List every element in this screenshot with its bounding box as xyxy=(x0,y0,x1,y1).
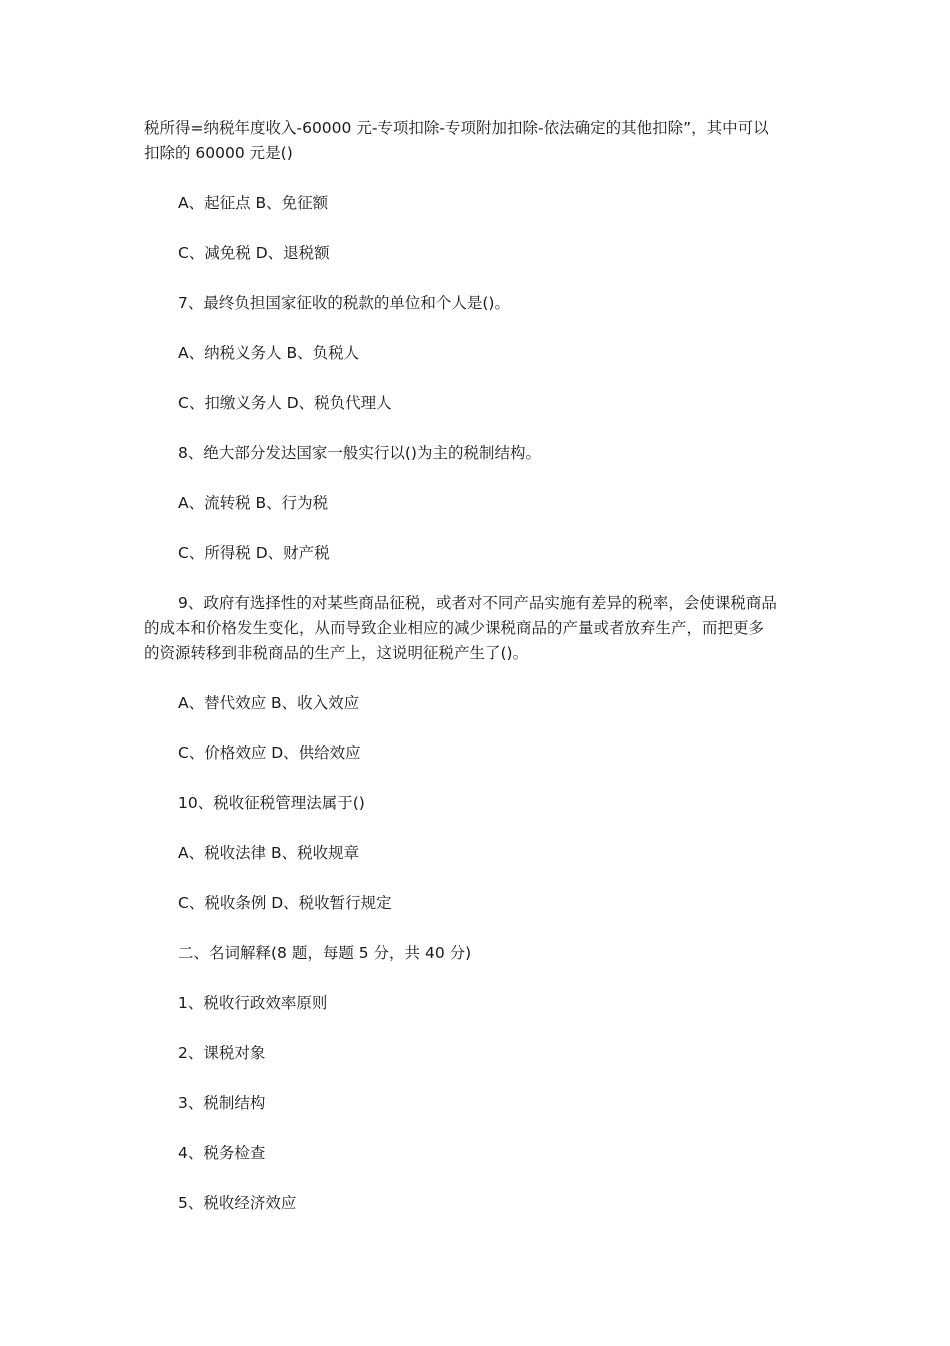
term-item: 3、税制结构 xyxy=(178,1094,266,1112)
q10-options-ab: A、税收法律 B、税收规章 xyxy=(178,844,360,862)
term-item: 1、税收行政效率原则 xyxy=(178,994,328,1012)
q7-question: 7、最终负担国家征收的税款的单位和个人是()。 xyxy=(178,294,510,312)
q8-question: 8、绝大部分发达国家一般实行以()为主的税制结构。 xyxy=(178,444,541,462)
q9-question-line2: 的成本和价格发生变化，从而导致企业相应的减少课税商品的产量或者放弃生产，而把更多 xyxy=(144,619,765,637)
term-item: 4、税务检查 xyxy=(178,1144,266,1162)
section2-heading: 二、名词解释(8 题，每题 5 分，共 40 分) xyxy=(178,944,472,962)
q6-options-cd: C、减免税 D、退税额 xyxy=(178,244,330,262)
q6-continuation-line1: 税所得=纳税年度收入-60000 元-专项扣除-专项附加扣除-依法确定的其他扣除”，其中可以 xyxy=(144,119,769,137)
q6-continuation-line2: 扣除的 60000 元是() xyxy=(144,144,293,162)
q9-question-line3: 的资源转移到非税商品的生产上，这说明征税产生了()。 xyxy=(144,644,529,662)
q9-question-line1: 9、政府有选择性的对某些商品征税，或者对不同产品实施有差异的税率，会使课税商品 xyxy=(178,594,777,612)
q9-options-cd: C、价格效应 D、供给效应 xyxy=(178,744,361,762)
term-item: 2、课税对象 xyxy=(178,1044,266,1062)
q8-options-ab: A、流转税 B、行为税 xyxy=(178,494,329,512)
q7-options-ab: A、纳税义务人 B、负税人 xyxy=(178,344,360,362)
q8-options-cd: C、所得税 D、财产税 xyxy=(178,544,330,562)
q10-options-cd: C、税收条例 D、税收暂行规定 xyxy=(178,894,392,912)
q9-options-ab: A、替代效应 B、收入效应 xyxy=(178,694,360,712)
q6-options-ab: A、起征点 B、免征额 xyxy=(178,194,329,212)
term-item: 5、税收经济效应 xyxy=(178,1194,297,1212)
q7-options-cd: C、扣缴义务人 D、税负代理人 xyxy=(178,394,392,412)
q10-question: 10、税收征税管理法属于() xyxy=(178,794,365,812)
